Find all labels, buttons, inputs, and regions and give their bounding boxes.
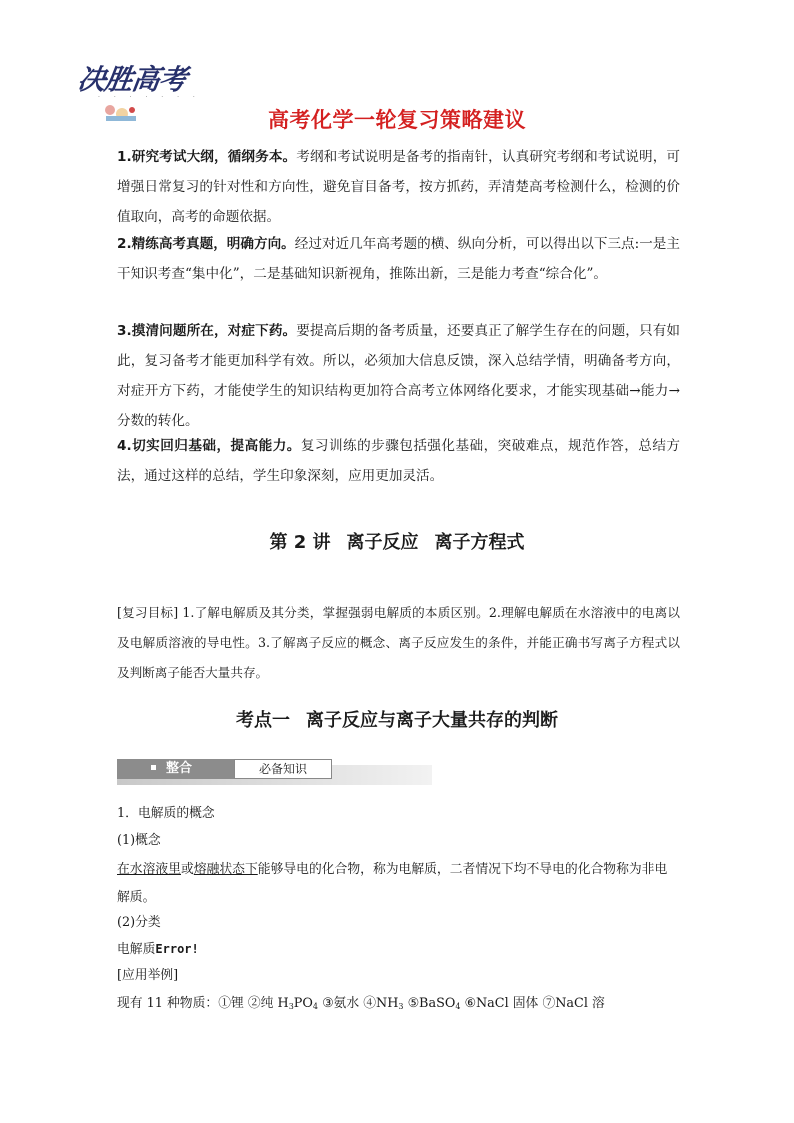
logo-text: 决胜高考: [75, 63, 189, 96]
definition-underline: 熔融状态下: [193, 862, 258, 877]
goals-text: 1.了解电解质及其分类，掌握强弱电解质的本质区别。2.理解电解质在水溶液中的电离以及电解质溶液的导电性。3.了解离子反应的概念、离子反应发生的条件，并能正确书写离子方程式以及判断离子能否大量共存。: [117, 605, 680, 680]
review-goals: [117, 598, 680, 688]
section-bar: [117, 759, 432, 785]
substances-list: [117, 992, 680, 1011]
classification-prefix: 电解质: [117, 942, 156, 957]
section-bar-dark-label: 整合: [166, 761, 193, 776]
strategy-4: [117, 431, 680, 491]
lecture-title: [0, 528, 794, 554]
strategy-heading: 4.切实回归基础，提高能力。: [117, 438, 301, 454]
strategy-body: 考纲和考试说明是备考的指南针，认真研究考纲和考试说明，可增强日常复习的针对性和方向性，避免盲目备考，按方抓药，弄清楚高考检测什么，检测的价值取向，高考的命题依据。: [117, 149, 680, 225]
item-heading: 1．电解质的概念: [117, 806, 215, 821]
logo-subtext: · · · · · · ·: [98, 94, 201, 101]
goals-label: [复习目标]: [117, 605, 179, 620]
substance: ⑥NaCl 固体: [464, 996, 539, 1011]
definition-or: 或: [180, 862, 194, 877]
strategy-3: [117, 316, 680, 436]
strategy-1: [117, 142, 680, 232]
definition-rest: 能够导电的化合物，称为电解质，二者情况下均不导电的化合物称为非电解质。: [117, 862, 668, 905]
lecture-topic-2: 离子方程式: [434, 532, 525, 553]
subscript: 3: [398, 1002, 404, 1011]
substance: ⑦NaCl 溶: [542, 996, 605, 1011]
substance: ③氨水: [322, 996, 360, 1011]
strategy-body: 复习训练的步骤包括强化基础，突破难点，规范作答，总结方法，通过这样的总结，学生印象深刻，应用更加灵活。: [117, 438, 681, 484]
lecture-number: 第 2 讲: [269, 532, 331, 553]
strategy-body: 经过对近几年高考题的横、纵向分析，可以得出以下三点:一是主干知识考查“集中化”，二是基础知识新视角，推陈出新，三是能力考查“综合化”。: [117, 236, 681, 282]
substance: ②纯 H: [247, 996, 289, 1011]
substance: ①锂: [218, 996, 244, 1011]
kaodian-title: [0, 706, 794, 732]
sub-heading: (1)概念: [117, 833, 161, 848]
substance: PO: [293, 996, 313, 1011]
section-bar-light-label: 必备知识: [234, 759, 332, 779]
strategy-heading: 2.精练高考真题，明确方向。: [117, 236, 295, 252]
subscript: 3: [288, 1002, 294, 1011]
classification: [117, 938, 680, 957]
substance: ⑤BaSO: [407, 996, 456, 1011]
strategy-body: 要提高后期的备考质量，还要真正了解学生存在的问题，只有如此，复习备考才能更加科学有效。所以，必须加大信息反馈，深入总结学情，明确备考方向，对症开方下药，才能使学生的知识结构更加符合高考立体网络化要求，才能实现基础→能力→分数的转化。: [117, 323, 680, 429]
subscript: 4: [455, 1002, 461, 1011]
section-bar-dark: [117, 759, 234, 779]
example-label: [应用举例]: [117, 968, 179, 983]
subscript: 4: [312, 1002, 318, 1011]
error-text: Error!: [155, 942, 199, 956]
definition: [117, 856, 680, 912]
kaodian-label: 考点一: [236, 710, 290, 731]
square-bullet-icon: [151, 765, 156, 770]
strategy-2: [117, 229, 680, 289]
sub-heading: (2)分类: [117, 915, 161, 930]
strategy-heading: 1.研究考试大纲，循纲务本。: [117, 149, 297, 165]
main-title: 高考化学一轮复习策略建议: [268, 108, 526, 132]
definition-underline: 在水溶液里: [117, 862, 181, 877]
kaodian-topic: 离子反应与离子大量共存的判断: [306, 710, 558, 731]
substance: ④NH: [363, 996, 399, 1011]
lecture-topic-1: 离子反应: [346, 532, 419, 553]
example-intro: 现有 11 种物质：: [117, 996, 219, 1011]
strategy-heading: 3.摸清问题所在，对症下药。: [117, 323, 297, 339]
